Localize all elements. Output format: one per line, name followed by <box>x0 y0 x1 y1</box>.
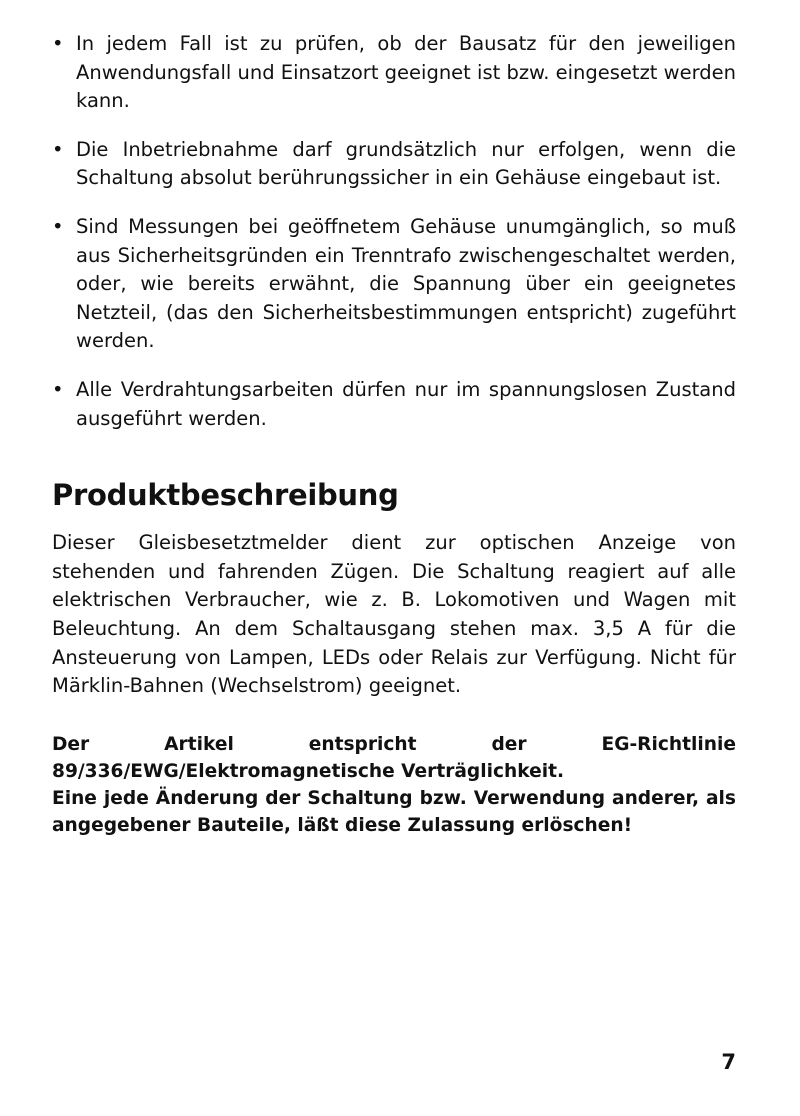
page-number: 7 <box>721 1050 736 1074</box>
bullet-item <box>52 136 736 193</box>
document-page <box>52 30 736 839</box>
bullet-item <box>52 376 736 433</box>
safety-bullet-list <box>52 30 736 433</box>
bullet-text: Die Inbetriebnahme darf grundsätzlich nur erfolgen, wenn die Schaltung absolut berührungssicher in ein Gehäuse eingebaut ist. <box>76 137 736 190</box>
compliance-warning-text: Eine jede Änderung der Schaltung bzw. Verwendung anderer, als angegebener Bauteile, läßt diese Zulassung erlöschen! <box>52 787 736 836</box>
bullet-item <box>52 30 736 116</box>
bullet-marker: • <box>52 137 64 161</box>
compliance-directive-text: Der Artikel entspricht der EG-Richtlinie 89/336/EWG/Elektromagnetische Verträglichkeit. <box>52 733 736 782</box>
product-description: Dieser Gleisbesetztmelder dient zur optischen Anzeige von stehenden und fahrenden Zügen. Die Schaltung reagiert auf alle elektrischen Verbraucher, wie z. B. Lokomotiven und Wagen mit Beleuchtung. An dem Schaltausgang stehen max. 3,5 A für die Ansteuerung von Lampen, LEDs oder Relais zur Verfügung. Nicht für Märklin-Bahnen (Wechselstrom) geeignet. <box>52 531 736 698</box>
section-heading: Produktbeschreibung <box>52 478 399 513</box>
bullet-text: Sind Messungen bei geöffnetem Gehäuse unumgänglich, so muß aus Sicherheitsgründen ein Trenntrafo zwischengeschaltet werden, oder, wie bereits erwähnt, die Spannung über ein geeignetes Netzteil, (das den Sicherheitsbestimmungen entspricht) zugeführt werden. <box>76 214 736 353</box>
bullet-text: In jedem Fall ist zu prüfen, ob der Bausatz für den jeweiligen Anwendungsfall und Einsatzort geeignet ist bzw. eingesetzt werden kann. <box>76 32 737 113</box>
bullet-text: Alle Verdrahtungsarbeiten dürfen nur im spannungslosen Zustand ausgeführt werden. <box>76 377 736 430</box>
bullet-marker: • <box>52 214 64 238</box>
bullet-marker: • <box>52 32 64 55</box>
bullet-marker: • <box>52 377 64 401</box>
bullet-item <box>52 213 736 356</box>
compliance-notice <box>52 731 736 839</box>
